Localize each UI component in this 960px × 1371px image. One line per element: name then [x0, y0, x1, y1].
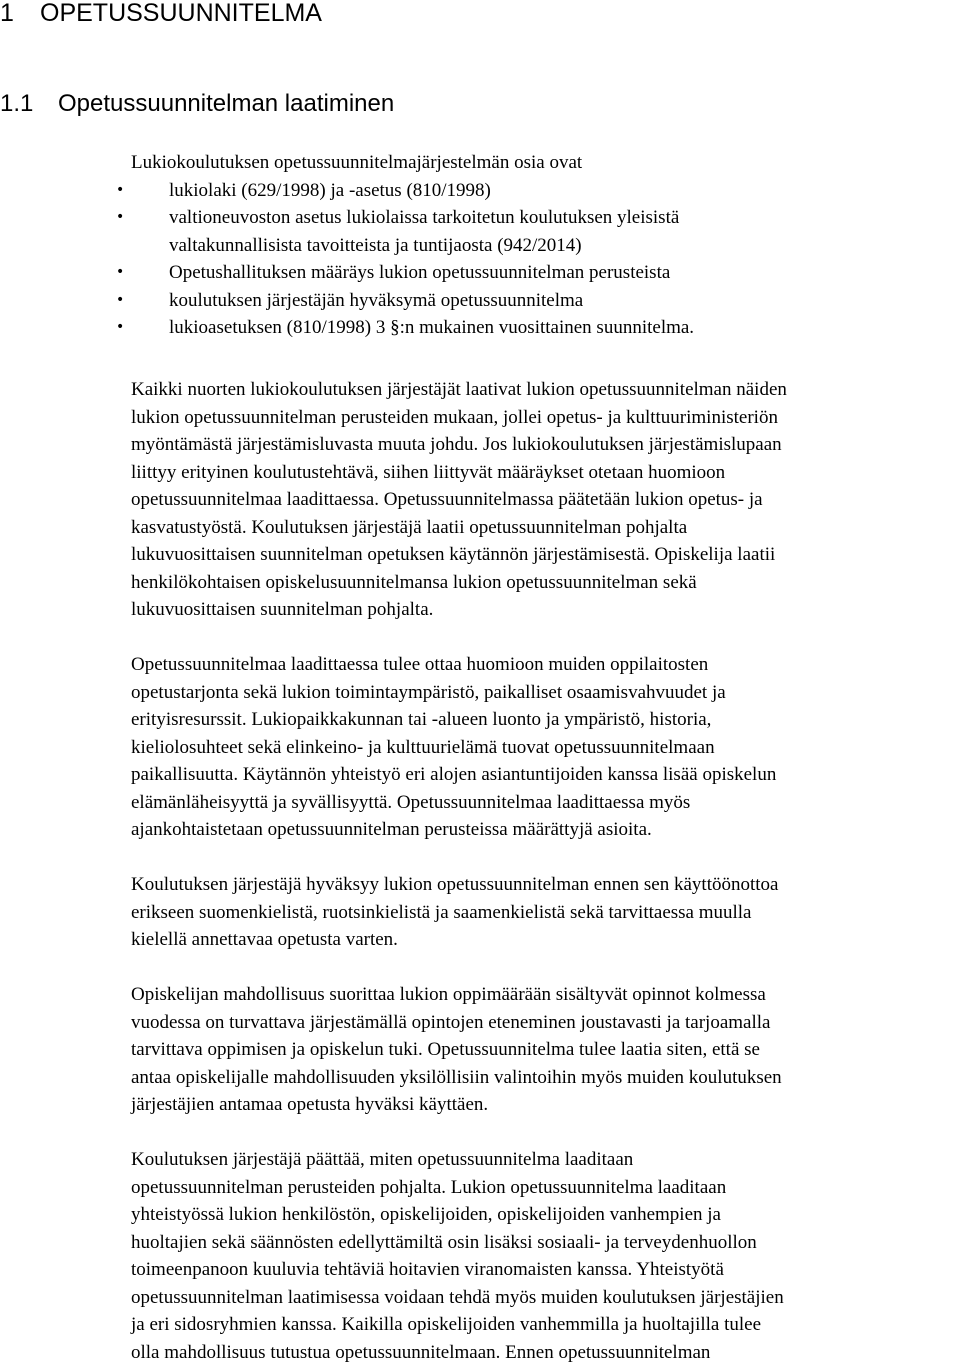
- paragraph-line: opetussuunnitelman laatimisessa voidaan tehdä myös muiden koulutuksen järjestäjien: [131, 1286, 784, 1308]
- paragraph-line: lukuvuosittaisen suunnitelman pohjalta.: [131, 599, 434, 620]
- list-item-text: lukioasetuksen (810/1998) 3 §:n mukainen vuosittainen suunnitelma.: [169, 317, 695, 338]
- bullet-icon: •: [116, 209, 125, 225]
- paragraph-line: kielellä annettavaa opetusta varten.: [131, 929, 398, 950]
- heading-1-title: OPETUSSUUNNITELMA: [40, 0, 322, 27]
- paragraph-line: vuodessa on turvattava järjestämällä opintojen eteneminen joustavasti ja tarjoamalla: [131, 1011, 771, 1033]
- paragraph-line: toimeenpanoon kuuluvia tehtäviä hoitavien viranomaisten kanssa. Yhteistyötä: [131, 1259, 724, 1280]
- list-item: [116, 204, 869, 259]
- list-item-text: Opetushallituksen määräys lukion opetussuunnitelman perusteista: [169, 262, 671, 283]
- paragraph-line: elämänläheisyyttä ja syvällisyyttä. Opetussuunnitelmaa laadittaessa myös: [131, 791, 691, 813]
- paragraph-line: opetussuunnitelman perusteiden pohjalta. Lukion opetussuunnitelma laaditaan: [131, 1176, 727, 1198]
- bullet-icon: •: [116, 181, 125, 198]
- paragraph-line: Opetussuunnitelmaa laadittaessa tulee ottaa huomioon muiden oppilaitosten: [131, 654, 709, 675]
- heading-1-number: 1: [0, 0, 14, 27]
- paragraph-line: Koulutuksen järjestäjä päättää, miten opetussuunnitelma laaditaan: [131, 1149, 634, 1170]
- paragraph-line: kasvatustyöstä. Koulutuksen järjestäjä laatii opetussuunnitelman pohjalta: [131, 516, 688, 538]
- paragraph-5: [131, 1146, 959, 1366]
- paragraph-line: myöntämästä järjestämisluvasta muuta johdu. Jos lukiokoulutuksen järjestämislupaan: [131, 434, 782, 455]
- list-item: [116, 314, 869, 342]
- paragraph-line: opetustarjonta sekä lukion toimintaympäristö, paikalliset osaamisvahvuudet ja: [131, 681, 726, 703]
- intro-text: Lukiokoulutuksen opetussuunnitelmajärjestelmän osia ovat: [131, 152, 583, 173]
- list-item-text: lukiolaki (629/1998) ja -asetus (810/1998): [169, 179, 491, 201]
- paragraph-line: yhteistyössä lukion henkilöstön, opiskelijoiden, opiskelijoiden vanhempien ja: [131, 1204, 721, 1225]
- heading-2: [0, 90, 394, 118]
- bullet-icon: •: [116, 264, 125, 280]
- list-item-text: valtakunnallisista tavoitteista ja tuntijaosta (942/2014): [169, 234, 582, 256]
- paragraph-line: liittyy erityinen koulutustehtävä, siihen liittyvät määräykset otetaan huomioon: [131, 461, 726, 483]
- paragraph-line: erityisresurssit. Lukiopaikkakunnan tai -alueen luonto ja ympäristö, historia,: [131, 709, 712, 730]
- paragraph-line: henkilökohtaisen opiskelusuunnitelmansa lukion opetussuunnitelman sekä: [131, 571, 697, 593]
- paragraph-line: kieliolosuhteet sekä elinkeino- ja kulttuurielämä tuovat opetussuunnitelmaan: [131, 736, 715, 758]
- paragraph-line: järjestäjien antamaa opetusta hyväksi käyttäen.: [131, 1094, 489, 1115]
- paragraph-line: lukion opetussuunnitelman perusteiden mukaan, jollei opetus- ja kulttuuriministeriön: [131, 406, 778, 428]
- paragraph-1: [131, 376, 959, 624]
- list-item: [116, 259, 869, 287]
- list-item: [116, 287, 869, 315]
- paragraph-2: [131, 651, 959, 844]
- paragraph-line: paikallisuutta. Käytännön yhteistyö eri alojen asiantuntijoiden kanssa lisää opiskelun: [131, 764, 777, 785]
- paragraph-line: Opiskelijan mahdollisuus suorittaa lukion oppimäärään sisältyvät opinnot kolmessa: [131, 984, 766, 1005]
- paragraph-4: [131, 981, 959, 1119]
- heading-2-number: 1.1: [0, 90, 34, 117]
- list-item-text: valtioneuvoston asetus lukiolaissa tarkoitetun koulutuksen yleisistä: [169, 207, 680, 228]
- bullet-icon: •: [116, 291, 125, 308]
- paragraph-line: erikseen suomenkielistä, ruotsinkielistä ja saamenkielistä sekä tarvittaessa muulla: [131, 901, 752, 923]
- paragraph-line: lukuvuosittaisen suunnitelman opetuksen käytännön järjestämisestä. Opiskelija laatii: [131, 544, 776, 565]
- paragraph-3: [131, 871, 959, 954]
- heading-2-title: Opetussuunnitelman laatiminen: [58, 90, 395, 117]
- paragraph-line: olla mahdollisuus tutustua opetussuunnitelmaan. Ennen opetussuunnitelman: [131, 1341, 711, 1363]
- bullet-icon: •: [116, 319, 125, 335]
- paragraph-line: ja eri sidosryhmien kanssa. Kaikilla opiskelijoiden vanhemmilla ja huoltajilla tulee: [131, 1314, 762, 1335]
- heading-1: [0, 0, 322, 26]
- list-item: [116, 177, 869, 205]
- paragraph-line: antaa opiskelijalle mahdollisuuden yksilöllisiin valintoihin myös muiden koulutuksen: [131, 1066, 782, 1088]
- paragraph-line: Kaikki nuorten lukiokoulutuksen järjestäjät laativat lukion opetussuunnitelman näiden: [131, 379, 787, 400]
- bullet-list: [116, 177, 869, 342]
- list-item-text: koulutuksen järjestäjän hyväksymä opetussuunnitelma: [169, 289, 584, 311]
- paragraph-line: Koulutuksen järjestäjä hyväksyy lukion opetussuunnitelman ennen sen käyttöönottoa: [131, 874, 779, 895]
- paragraph-line: huoltajien sekä säännösten edellyttämiltä osin lisäksi sosiaali- ja terveydenhuollon: [131, 1231, 757, 1253]
- paragraph-line: ajankohtaistetaan opetussuunnitelman perusteissa määrättyjä asioita.: [131, 819, 652, 840]
- paragraph-line: tarvittava oppimisen ja opiskelun tuki. Opetussuunnitelma tulee laatia siten, että se: [131, 1039, 760, 1060]
- paragraph-line: opetussuunnitelmaa laadittaessa. Opetussuunnitelmassa päätetään lukion opetus- ja: [131, 489, 763, 510]
